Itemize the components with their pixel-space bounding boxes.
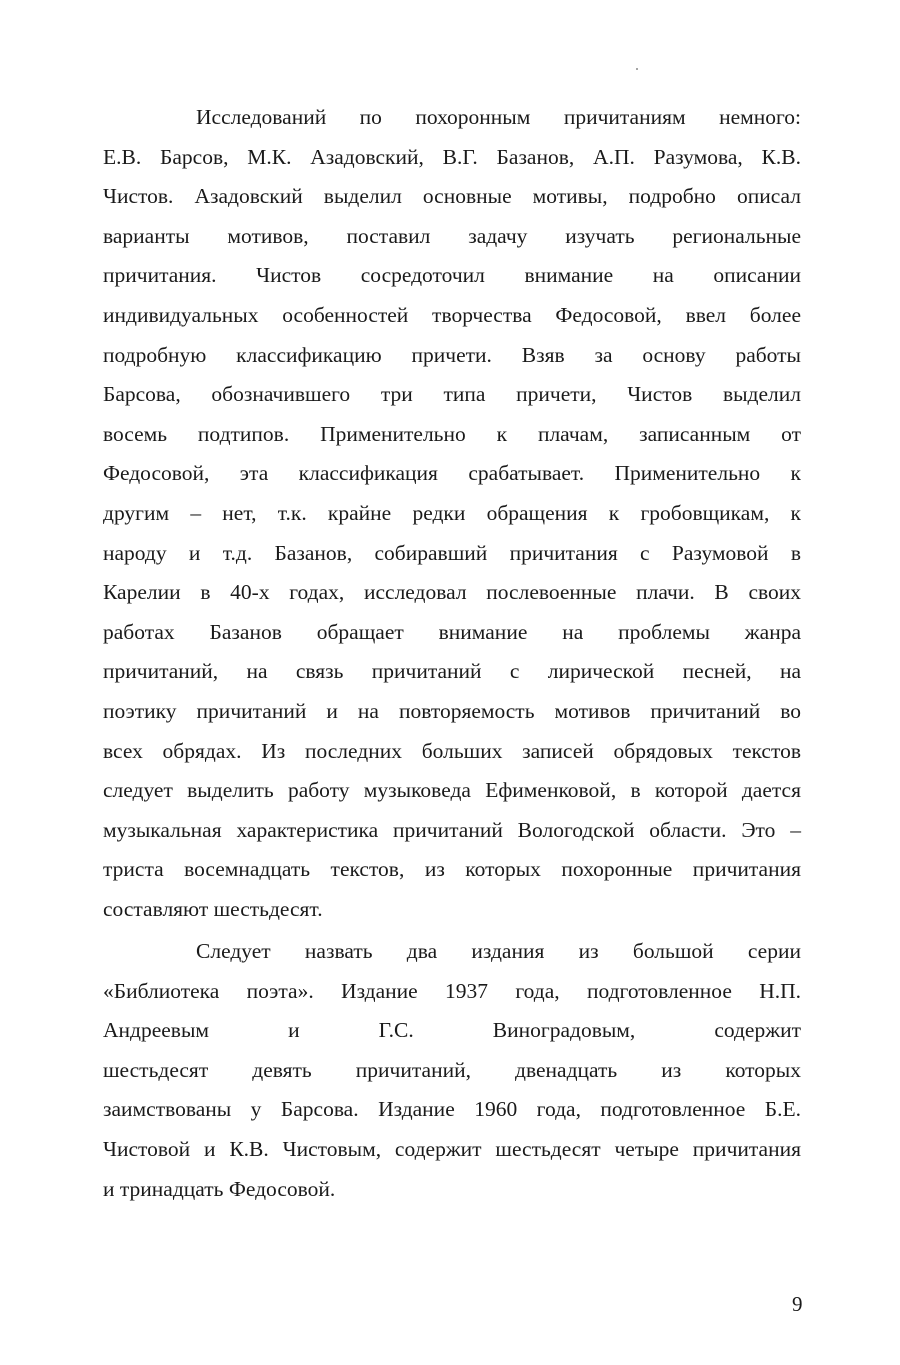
text-line: Е.В. Барсов, М.К. Азадовский, В.Г. Базанов, А.П. Разумова, К.В. — [103, 144, 801, 169]
text-line: Чистов. Азадовский выделил основные мотивы, подробно описал — [103, 184, 801, 209]
text-line: и тринадцать Федосовой. — [103, 1176, 336, 1201]
text-line: «Библиотека поэта». Издание 1937 года, подготовленное Н.П. — [103, 978, 801, 1003]
text-line: народу и т.д. Базанов, собиравший причитания с Разумовой в — [103, 540, 801, 565]
text-line: музыкальная характеристика причитаний Вологодской области. Это – — [103, 817, 801, 842]
page-number: 9 — [792, 1292, 803, 1316]
text-line: причитания. Чистов сосредоточил внимание на описании — [103, 263, 801, 288]
text-line: Барсова, обозначившего три типа причети, Чистов выделил — [103, 382, 801, 407]
text-line: причитаний, на связь причитаний с лирической песней, на — [103, 659, 801, 684]
text-line: следует выделить работу музыковеда Ефименковой, в которой дается — [103, 778, 801, 803]
text-line: работах Базанов обращает внимание на проблемы жанра — [103, 619, 801, 644]
text-line: Андреевым и Г.С. Виноградовым, содержит — [103, 1018, 801, 1043]
text-line: составляют шестьдесят. — [103, 896, 323, 921]
text-line: Следует назвать два издания из большой серии — [196, 939, 801, 963]
text-line: всех обрядах. Из последних больших записей обрядовых текстов — [103, 738, 801, 763]
text-line: другим – нет, т.к. крайне редки обращения к гробовщикам, к — [103, 500, 801, 525]
text-line: варианты мотивов, поставил задачу изучать региональные — [103, 223, 801, 248]
text-line: восемь подтипов. Применительно к плачам, записанным от — [103, 421, 801, 446]
text-line: поэтику причитаний и на повторяемость мотивов причитаний во — [103, 698, 801, 723]
paragraph-2 — [103, 932, 801, 1209]
scan-speck — [636, 68, 638, 70]
paragraph-1 — [103, 98, 801, 929]
text-line: триста восемнадцать текстов, из которых похоронные причитания — [103, 857, 801, 882]
text-line: Федосовой, эта классификация срабатывает. Применительно к — [103, 461, 801, 486]
text-line: индивидуальных особенностей творчества Федосовой, ввел более — [103, 302, 801, 327]
text-line: Исследований по похоронным причитаниям немного: — [196, 105, 801, 129]
text-line: Чистовой и К.В. Чистовым, содержит шестьдесят четыре причитания — [103, 1136, 801, 1161]
text-line: заимствованы у Барсова. Издание 1960 года, подготовленное Б.Е. — [103, 1097, 801, 1122]
text-line: подробную классификацию причети. Взяв за основу работы — [103, 342, 801, 367]
text-line: шестьдесят девять причитаний, двенадцать из которых — [103, 1057, 801, 1082]
text-line: Карелии в 40-х годах, исследовал послевоенные плачи. В своих — [103, 580, 801, 605]
